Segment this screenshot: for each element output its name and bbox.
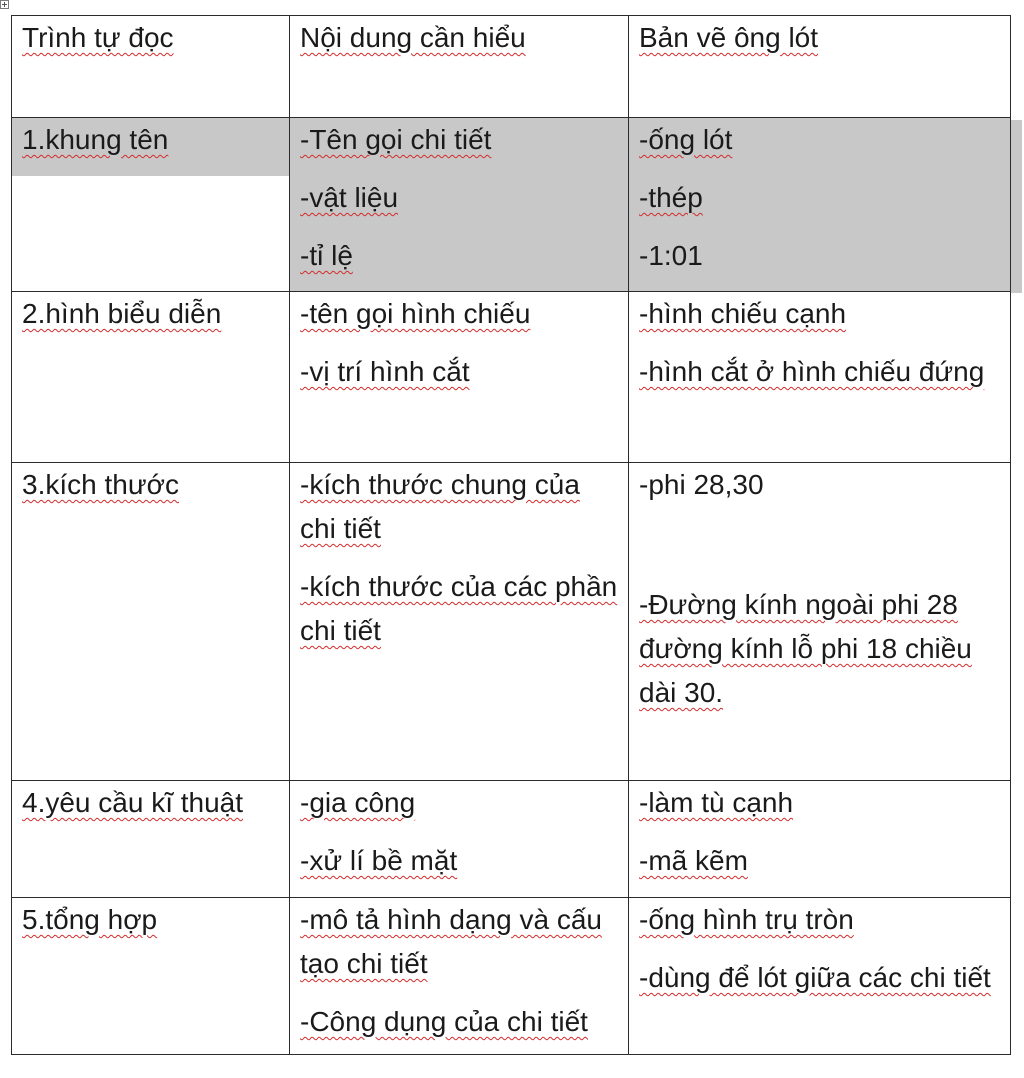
table-row <box>12 118 1011 292</box>
content-line: -kích thước chung của chi tiết <box>300 469 580 544</box>
header-cell-drawing[interactable] <box>629 16 1011 118</box>
table-move-handle-icon[interactable] <box>0 0 9 9</box>
step-label: 5.tổng hợp <box>22 904 158 935</box>
drawing-line: -thép <box>639 182 703 213</box>
content-cell[interactable] <box>290 898 629 1055</box>
content-line: -tỉ lệ <box>300 240 353 271</box>
step-label: 2.hình biểu diễn <box>22 298 222 329</box>
table-row <box>12 898 1011 1055</box>
content-cell[interactable] <box>290 118 629 292</box>
step-cell[interactable] <box>12 292 290 463</box>
content-cell[interactable] <box>290 781 629 898</box>
reading-order-table <box>11 15 1011 1055</box>
header-cell-step[interactable] <box>12 16 290 118</box>
header-step-label: Trình tự đọc <box>22 22 174 53</box>
content-line: -Công dụng của chi tiết <box>300 1006 588 1037</box>
content-cell[interactable] <box>290 292 629 463</box>
step-label: 1.khung tên <box>22 124 169 155</box>
table-row <box>12 463 1011 781</box>
drawing-line: -phi 28,30 <box>639 469 764 500</box>
header-content-label: Nội dung cần hiểu <box>300 22 526 53</box>
table-row <box>12 781 1011 898</box>
content-cell[interactable] <box>290 463 629 781</box>
content-line: -kích thước của các phần chi tiết <box>300 571 618 646</box>
drawing-line: -dùng để lót giữa các chi tiết <box>639 962 991 993</box>
drawing-line: -1:01 <box>639 240 703 271</box>
header-cell-content[interactable] <box>290 16 629 118</box>
table-header-row <box>12 16 1011 118</box>
shading-overflow <box>1010 120 1022 293</box>
drawing-cell[interactable] <box>629 292 1011 463</box>
step-cell[interactable] <box>12 118 290 292</box>
blank-gap <box>639 521 1002 583</box>
header-drawing-label: Bản vẽ ông lót <box>639 22 819 53</box>
content-line: -vị trí hình cắt <box>300 356 470 387</box>
drawing-cell[interactable] <box>629 463 1011 781</box>
content-line: -gia công <box>300 787 416 818</box>
drawing-line: -ống hình trụ tròn <box>639 904 854 935</box>
drawing-cell[interactable] <box>629 898 1011 1055</box>
step-cell[interactable] <box>12 898 290 1055</box>
content-line: -vật liệu <box>300 182 399 213</box>
content-line: -tên gọi hình chiếu <box>300 298 531 329</box>
step-cell[interactable] <box>12 781 290 898</box>
step-cell[interactable] <box>12 463 290 781</box>
drawing-line: -làm tù cạnh <box>639 787 794 818</box>
content-line: -xử lí bề mặt <box>300 845 458 876</box>
drawing-cell[interactable] <box>629 118 1011 292</box>
drawing-line: -Đường kính ngoài phi 28 đường kính lỗ phi 18 chiều dài 30. <box>639 589 972 708</box>
drawing-cell[interactable] <box>629 781 1011 898</box>
drawing-line: -hình cắt ở hình chiếu đứng <box>639 356 985 387</box>
drawing-line: -mã kẽm <box>639 845 748 876</box>
step-label: 4.yêu cầu kĩ thuật <box>22 787 244 818</box>
table-row <box>12 292 1011 463</box>
content-line: -Tên gọi chi tiết <box>300 124 492 155</box>
drawing-line: -hình chiếu cạnh <box>639 298 847 329</box>
drawing-line: -ống lót <box>639 124 733 155</box>
step-label: 3.kích thước <box>22 469 179 500</box>
content-line: -mô tả hình dạng và cấu tạo chi tiết <box>300 904 602 979</box>
